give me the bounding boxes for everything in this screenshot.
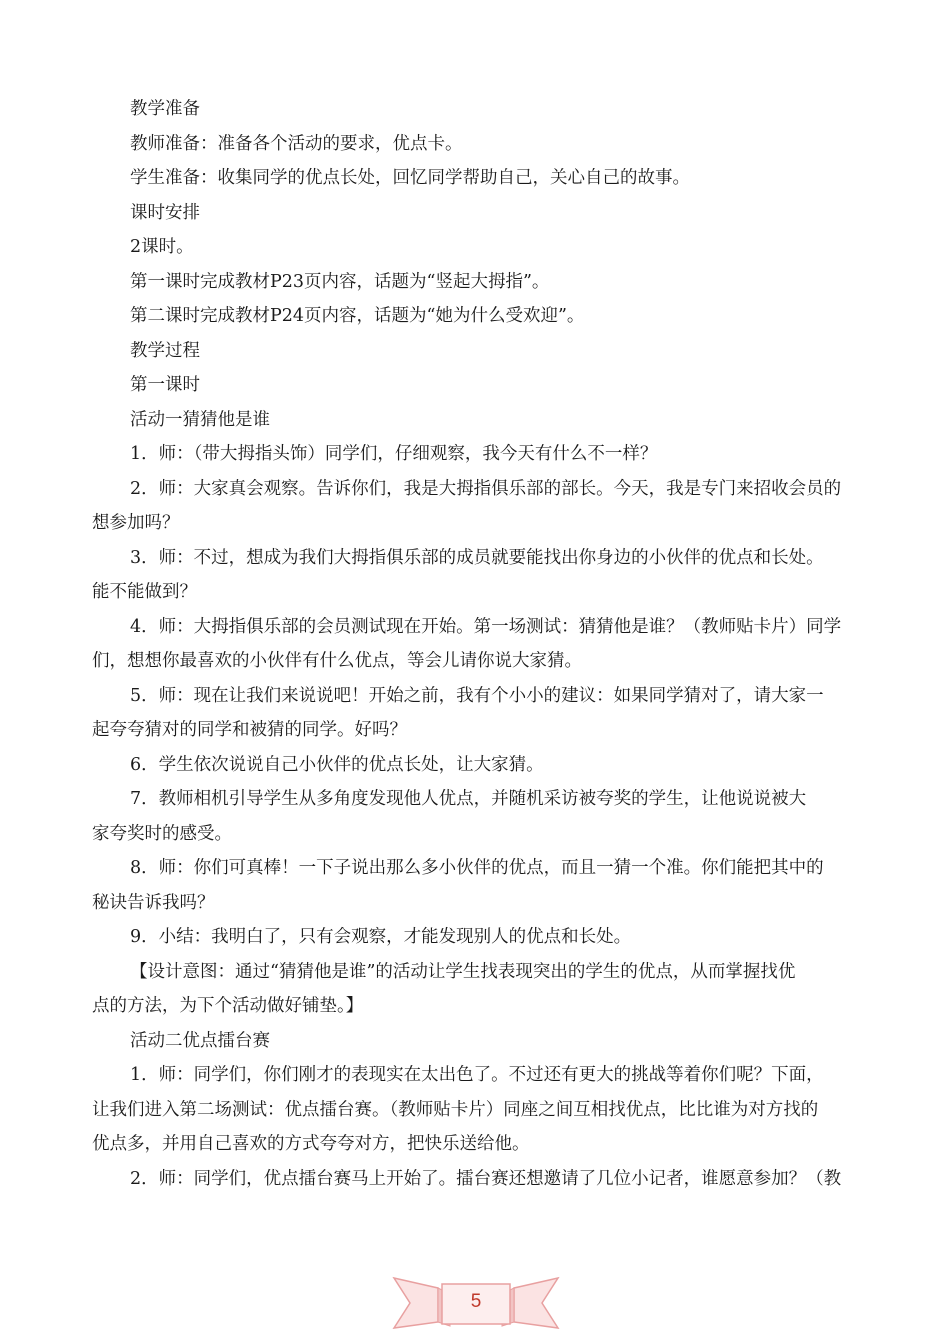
text-line: 1．师：（带大拇指头饰）同学们，仔细观察，我今天有什么不一样？ bbox=[130, 444, 658, 464]
text-line: 第二课时完成教材P24页内容，话题为“她为什么受欢迎”。 bbox=[130, 306, 585, 326]
text-line: 1．师：同学们，你们刚才的表现实在太出色了。不过还有更大的挑战等着你们呢？下面， bbox=[130, 1065, 824, 1085]
page-number: 5 bbox=[470, 1291, 482, 1312]
text-line: 教学过程 bbox=[130, 340, 200, 361]
text-line: 8．师：你们可真棒！一下子说出那么多小伙伴的优点，而且一猜一个准。你们能把其中的 bbox=[130, 858, 824, 878]
page-footer bbox=[392, 1270, 560, 1334]
text-line: 6．学生依次说说自己小伙伴的优点长处，让大家猜。 bbox=[130, 754, 544, 775]
text-line: 2．师：大家真会观察。告诉你们，我是大拇指俱乐部的部长。今天，我是专门来招收会员的 bbox=[130, 478, 842, 499]
text-line: 活动一猜猜他是谁 bbox=[130, 409, 270, 430]
text-line: 5．师：现在让我们来说说吧！开始之前，我有个小小的建议：如果同学猜对了，请大家一 bbox=[130, 685, 824, 706]
text-line: 点的方法，为下个活动做好铺垫。】 bbox=[92, 996, 364, 1016]
text-line: 能不能做到？ bbox=[92, 582, 197, 602]
text-line: 想参加吗？ bbox=[92, 513, 180, 533]
text-line: 让我们进入第二场测试：优点擂台赛。（教师贴卡片）同座之间互相找优点，比比谁为对方找的 bbox=[92, 1099, 819, 1120]
text-line: 课时安排 bbox=[130, 202, 200, 223]
text-line: 起夸夸猜对的同学和被猜的同学。好吗？ bbox=[92, 720, 407, 740]
text-line: 第一课时 bbox=[130, 375, 200, 395]
document-body bbox=[92, 92, 860, 1196]
text-line: 3．师：不过，想成为我们大拇指俱乐部的成员就要能找出你身边的小伙伴的优点和长处。 bbox=[130, 547, 824, 568]
text-line: 第一课时完成教材P23页内容，话题为“竖起大拇指”。 bbox=[130, 271, 550, 292]
text-line: 2课时。 bbox=[130, 237, 194, 257]
text-line: 学生准备：收集同学的优点长处，回忆同学帮助自己，关心自己的故事。 bbox=[130, 168, 690, 188]
text-line: 2．师：同学们，优点擂台赛马上开始了。擂台赛还想邀请了几位小记者，谁愿意参加？（教 bbox=[130, 1168, 842, 1189]
text-line: 4．师：大拇指俱乐部的会员测试现在开始。第一场测试：猜猜他是谁？（教师贴卡片）同学 bbox=[130, 616, 842, 637]
text-line: 活动二优点擂台赛 bbox=[130, 1030, 270, 1051]
text-line: 秘诀告诉我吗？ bbox=[92, 892, 215, 913]
text-line: 9．小结：我明白了，只有会观察，才能发现别人的优点和长处。 bbox=[130, 927, 632, 947]
text-line: 【设计意图：通过“猜猜他是谁”的活动让学生找表现突出的学生的优点，从而掌握找优 bbox=[130, 961, 796, 982]
text-line: 7．教师相机引导学生从多角度发现他人优点，并随机采访被夸奖的学生，让他说说被大 bbox=[130, 789, 807, 809]
text-line: 教师准备：准备各个活动的要求，优点卡。 bbox=[130, 133, 463, 154]
text-line: 家夸奖时的感受。 bbox=[92, 823, 232, 844]
text-line: 优点多，并用自己喜欢的方式夸夸对方，把快乐送给他。 bbox=[92, 1134, 530, 1154]
text-line: 们，想想你最喜欢的小伙伴有什么优点，等会儿请你说大家猜。 bbox=[92, 651, 582, 671]
text-line: 教学准备 bbox=[130, 99, 200, 119]
